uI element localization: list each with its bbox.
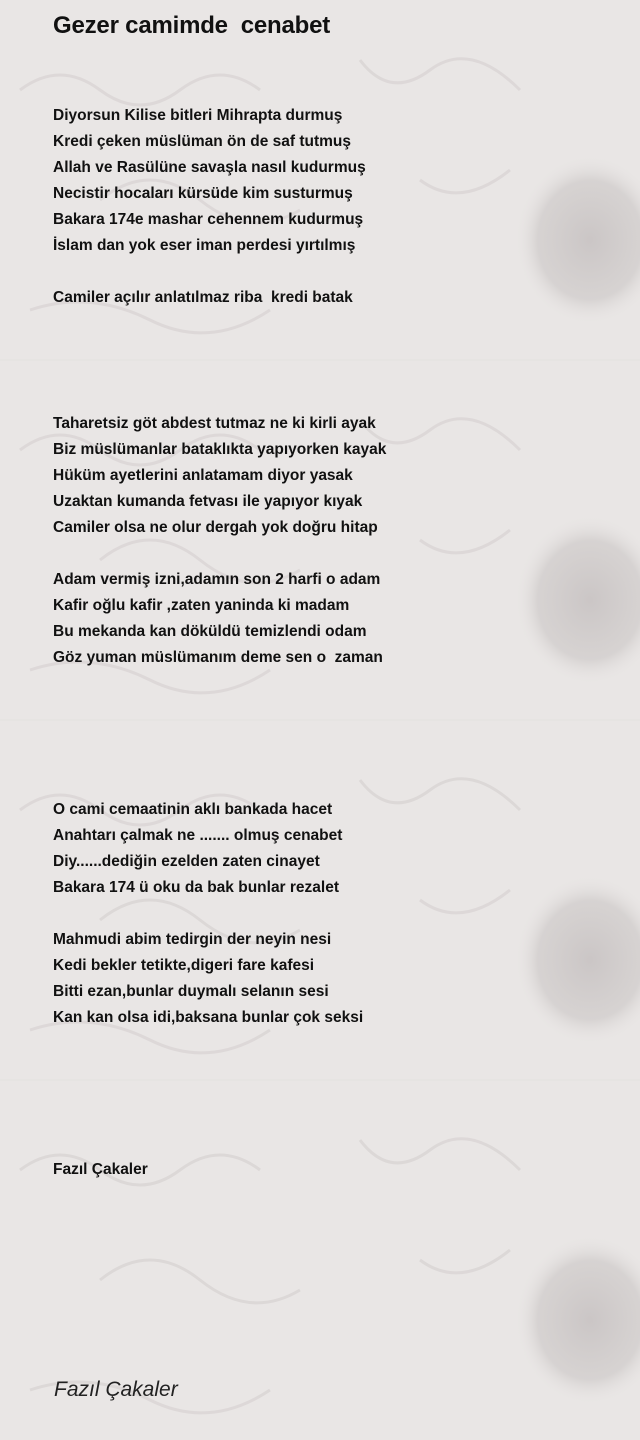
poem-line: Bu mekanda kan döküldü temizlendi odam	[53, 623, 367, 640]
poem-line: Allah ve Rasülüne savaşla nasıl kudurmuş	[53, 159, 366, 176]
poem-line: İslam dan yok eser iman perdesi yırtılmış	[53, 237, 356, 254]
poem-line: Camiler açılır anlatılmaz riba kredi batak	[53, 289, 353, 306]
poem-line: Mahmudi abim tedirgin der neyin nesi	[53, 931, 332, 948]
author-signature: Fazıl Çakaler	[54, 1378, 178, 1401]
poem-line: Necistir hocaları kürsüde kim susturmuş	[53, 185, 353, 202]
poem-line: Adam vermiş izni,adamın son 2 harfi o adam	[53, 571, 381, 588]
poem-line: Diyorsun Kilise bitleri Mihrapta durmuş	[53, 107, 343, 124]
poem-title: Gezer camimde cenabet	[53, 12, 331, 39]
poem-line: Kan kan olsa idi,baksana bunlar çok seksi	[53, 1009, 364, 1026]
poem-line: Biz müslümanlar bataklıkta yapıyorken kayak	[53, 441, 387, 458]
poem-line: Bakara 174 ü oku da bak bunlar rezalet	[53, 879, 340, 896]
poem-line: O cami cemaatinin aklı bankada hacet	[53, 801, 333, 818]
poem-line: Anahtarı çalmak ne ....... olmuş cenabet	[53, 827, 343, 844]
poem-line: Taharetsiz göt abdest tutmaz ne ki kirli ayak	[53, 415, 376, 432]
poem-line: Göz yuman müslümanım deme sen o zaman	[53, 649, 383, 666]
poem-line: Hüküm ayetlerini anlatamam diyor yasak	[53, 467, 353, 484]
poem-line: Kedi bekler tetikte,digeri fare kafesi	[53, 957, 315, 974]
poem-line: Bakara 174e mashar cehennem kudurmuş	[53, 211, 364, 228]
poem-author: Fazıl Çakaler	[53, 1161, 148, 1178]
poem-line: Bitti ezan,bunlar duymalı selanın sesi	[53, 983, 329, 1000]
poem-line: Camiler olsa ne olur dergah yok doğru hitap	[53, 519, 378, 536]
poem-line: Kafir oğlu kafir ,zaten yaninda ki madam	[53, 597, 350, 614]
poem-line: Kredi çeken müslüman ön de saf tutmuş	[53, 133, 352, 150]
poem-line: Diy......dediğin ezelden zaten cinayet	[53, 853, 320, 870]
poem-line: Uzaktan kumanda fetvası ile yapıyor kıyak	[53, 493, 363, 510]
